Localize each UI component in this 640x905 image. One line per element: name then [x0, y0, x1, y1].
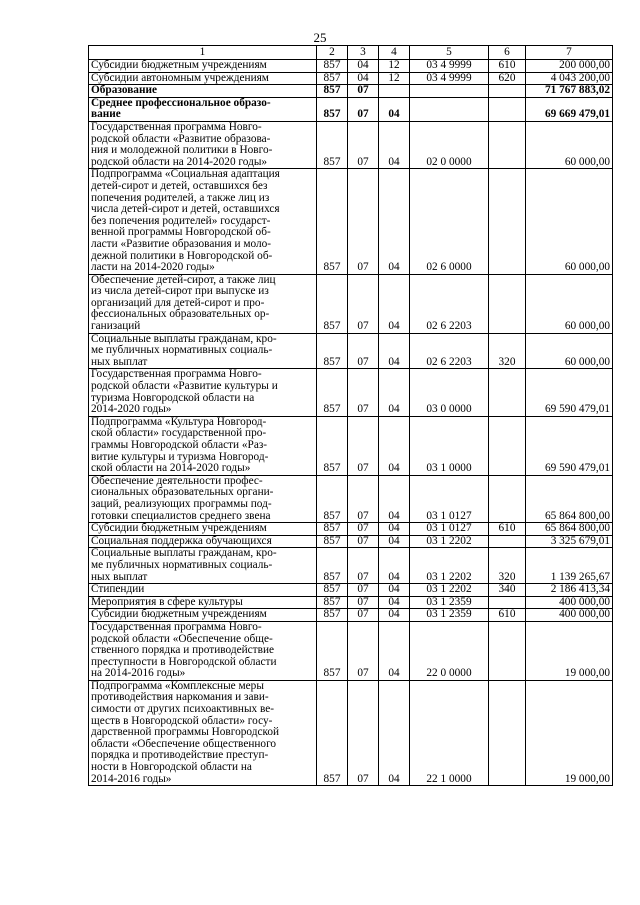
- section-cell: 07: [348, 548, 379, 584]
- expense-type-cell: [489, 121, 526, 168]
- target-article-cell: 02 6 2203: [410, 274, 489, 333]
- table-row: [89, 169, 613, 274]
- admin-code-cell: 857: [317, 548, 348, 584]
- admin-code-cell: 857: [317, 621, 348, 680]
- section-cell: 07: [348, 333, 379, 369]
- section-cell: 07: [348, 416, 379, 475]
- amount-cell: 60 000,00: [526, 169, 613, 274]
- target-article-cell: 03 1 2202: [410, 535, 489, 548]
- section-cell: 07: [348, 596, 379, 609]
- amount-cell: 400 000,00: [526, 596, 613, 609]
- expense-type-cell: [489, 97, 526, 121]
- target-article-cell: 03 4 9999: [410, 60, 489, 73]
- admin-code-cell: 857: [317, 609, 348, 622]
- expense-type-cell: 340: [489, 584, 526, 597]
- section-cell: 07: [348, 475, 379, 522]
- admin-code-cell: 857: [317, 584, 348, 597]
- target-article-cell: 02 0 0000: [410, 121, 489, 168]
- expense-type-cell: [489, 680, 526, 785]
- row-name-cell: Государственная программа Новго- родской области «Развитие образова- ния и молодежной политики в Новго- родской области на 2014-2020 годы»: [89, 121, 317, 168]
- section-cell: 07: [348, 274, 379, 333]
- subsection-cell: 12: [379, 60, 410, 73]
- row-name-cell: Обеспечение детей-сирот, а также лиц из числа детей-сирот при выпуске из организаций для детей-сирот и про- фессиональных образовательных ор- ганизаций: [89, 274, 317, 333]
- column-header-2: 2: [317, 46, 348, 60]
- subsection-cell: 12: [379, 72, 410, 85]
- target-article-cell: 03 1 2202: [410, 548, 489, 584]
- row-name-cell: Образование: [89, 85, 317, 98]
- table-row: [89, 535, 613, 548]
- amount-cell: 200 000,00: [526, 60, 613, 73]
- subsection-cell: 04: [379, 621, 410, 680]
- row-name-cell: Подпрограмма «Социальная адаптация детей-сирот и детей, оставшихся без попечения родителей, а также лиц из числа детей-сирот и детей, оставшихся без попечения родителей» государст- венной программы Новгородской об- ласти «Развитие образования и моло- дежной политики в Новгородской об- ласти на 2014-2020 годы»: [89, 169, 317, 274]
- row-name-cell: Государственная программа Новго- родской области «Обеспечение обще- ственного порядка и противодействие преступности в Новгородской области на 2014-2016 годы»: [89, 621, 317, 680]
- section-cell: 07: [348, 85, 379, 98]
- subsection-cell: 04: [379, 523, 410, 536]
- table-row: [89, 523, 613, 536]
- amount-cell: 60 000,00: [526, 121, 613, 168]
- subsection-cell: 04: [379, 535, 410, 548]
- section-cell: 07: [348, 609, 379, 622]
- subsection-cell: 04: [379, 169, 410, 274]
- table-row: [89, 369, 613, 416]
- table-row: [89, 85, 613, 98]
- subsection-cell: 04: [379, 596, 410, 609]
- admin-code-cell: 857: [317, 596, 348, 609]
- expense-type-cell: [489, 85, 526, 98]
- expense-type-cell: [489, 274, 526, 333]
- target-article-cell: 03 1 2359: [410, 609, 489, 622]
- section-cell: 07: [348, 97, 379, 121]
- subsection-cell: 04: [379, 121, 410, 168]
- section-cell: 07: [348, 523, 379, 536]
- page-number: 25: [313, 30, 327, 45]
- column-header-4: 4: [379, 46, 410, 60]
- column-header-1: 1: [89, 46, 317, 60]
- expense-type-cell: 320: [489, 548, 526, 584]
- section-cell: 07: [348, 680, 379, 785]
- subsection-cell: [379, 85, 410, 98]
- row-name-cell: Обеспечение деятельности профес- сиональных образовательных органи- заций, реализующих программы под- готовки специалистов среднего звена: [89, 475, 317, 522]
- expense-type-cell: [489, 596, 526, 609]
- table-row: [89, 680, 613, 785]
- row-name-cell: Субсидии автономным учреждениям: [89, 72, 317, 85]
- table-row: [89, 609, 613, 622]
- expense-type-cell: 610: [489, 523, 526, 536]
- subsection-cell: 04: [379, 584, 410, 597]
- table-row: [89, 121, 613, 168]
- amount-cell: 19 000,00: [526, 621, 613, 680]
- amount-cell: 69 590 479,01: [526, 416, 613, 475]
- target-article-cell: 22 1 0000: [410, 680, 489, 785]
- admin-code-cell: 857: [317, 535, 348, 548]
- expense-type-cell: 620: [489, 72, 526, 85]
- admin-code-cell: 857: [317, 333, 348, 369]
- expense-type-cell: [489, 535, 526, 548]
- table-row: [89, 60, 613, 73]
- subsection-cell: 04: [379, 475, 410, 522]
- target-article-cell: 03 1 2359: [410, 596, 489, 609]
- admin-code-cell: 857: [317, 169, 348, 274]
- row-name-cell: Государственная программа Новго- родской области «Развитие культуры и туризма Новгородской области на 2014-2020 годы»: [89, 369, 317, 416]
- target-article-cell: 03 0 0000: [410, 369, 489, 416]
- subsection-cell: 04: [379, 97, 410, 121]
- row-name-cell: Среднее профессиональное образо- вание: [89, 97, 317, 121]
- expense-type-cell: 610: [489, 60, 526, 73]
- subsection-cell: 04: [379, 274, 410, 333]
- admin-code-cell: 857: [317, 274, 348, 333]
- column-header-5: 5: [410, 46, 489, 60]
- amount-cell: 1 139 265,67: [526, 548, 613, 584]
- row-name-cell: Подпрограмма «Культура Новгород- ской области» государственной про- граммы Новгородской области «Раз- витие культуры и туризма Новгород- ской области на 2014-2020 годы»: [89, 416, 317, 475]
- column-header-3: 3: [348, 46, 379, 60]
- amount-cell: 71 767 883,02: [526, 85, 613, 98]
- table-row: [89, 97, 613, 121]
- amount-cell: 65 864 800,00: [526, 523, 613, 536]
- table-row: [89, 333, 613, 369]
- subsection-cell: 04: [379, 416, 410, 475]
- admin-code-cell: 857: [317, 85, 348, 98]
- amount-cell: 60 000,00: [526, 333, 613, 369]
- admin-code-cell: 857: [317, 72, 348, 85]
- amount-cell: 400 000,00: [526, 609, 613, 622]
- table-row: [89, 475, 613, 522]
- target-article-cell: 22 0 0000: [410, 621, 489, 680]
- admin-code-cell: 857: [317, 523, 348, 536]
- admin-code-cell: 857: [317, 680, 348, 785]
- table-row: [89, 584, 613, 597]
- amount-cell: 3 325 679,01: [526, 535, 613, 548]
- admin-code-cell: 857: [317, 369, 348, 416]
- column-header-6: 6: [489, 46, 526, 60]
- subsection-cell: 04: [379, 609, 410, 622]
- target-article-cell: 03 1 0127: [410, 475, 489, 522]
- table-row: [89, 548, 613, 584]
- row-name-cell: Субсидии бюджетным учреждениям: [89, 523, 317, 536]
- target-article-cell: 03 1 0127: [410, 523, 489, 536]
- subsection-cell: 04: [379, 369, 410, 416]
- admin-code-cell: 857: [317, 475, 348, 522]
- row-name-cell: Субсидии бюджетным учреждениям: [89, 609, 317, 622]
- expense-type-cell: [489, 169, 526, 274]
- row-name-cell: Социальные выплаты гражданам, кро- ме публичных нормативных социаль- ных выплат: [89, 548, 317, 584]
- section-cell: 07: [348, 369, 379, 416]
- admin-code-cell: 857: [317, 416, 348, 475]
- table-row: [89, 274, 613, 333]
- table-row: [89, 596, 613, 609]
- admin-code-cell: 857: [317, 60, 348, 73]
- section-cell: 07: [348, 121, 379, 168]
- section-cell: 07: [348, 169, 379, 274]
- row-name-cell: Стипендии: [89, 584, 317, 597]
- table-row: [89, 621, 613, 680]
- target-article-cell: [410, 85, 489, 98]
- target-article-cell: 03 1 0000: [410, 416, 489, 475]
- amount-cell: 2 186 413,34: [526, 584, 613, 597]
- target-article-cell: 03 4 9999: [410, 72, 489, 85]
- table-row: [89, 416, 613, 475]
- amount-cell: 69 669 479,01: [526, 97, 613, 121]
- budget-table: [88, 45, 613, 786]
- target-article-cell: [410, 97, 489, 121]
- expense-type-cell: [489, 369, 526, 416]
- target-article-cell: 02 6 0000: [410, 169, 489, 274]
- subsection-cell: 04: [379, 548, 410, 584]
- column-header-7: 7: [526, 46, 613, 60]
- expense-type-cell: [489, 475, 526, 522]
- amount-cell: 60 000,00: [526, 274, 613, 333]
- section-cell: 07: [348, 621, 379, 680]
- expense-type-cell: 320: [489, 333, 526, 369]
- amount-cell: 69 590 479,01: [526, 369, 613, 416]
- amount-cell: 4 043 200,00: [526, 72, 613, 85]
- section-cell: 07: [348, 535, 379, 548]
- section-cell: 04: [348, 60, 379, 73]
- amount-cell: 65 864 800,00: [526, 475, 613, 522]
- row-name-cell: Мероприятия в сфере культуры: [89, 596, 317, 609]
- row-name-cell: Подпрограмма «Комплексные меры противодействия наркомания и зави- симости от других психоактивных ве- ществ в Новгородской области» госу- дарственной программы Новгородской области «Обеспечение общественного порядка и противодействие преступ- ности в Новгородской области на 2014-2016 годы»: [89, 680, 317, 785]
- admin-code-cell: 857: [317, 97, 348, 121]
- table-row: [89, 72, 613, 85]
- target-article-cell: 03 1 2202: [410, 584, 489, 597]
- subsection-cell: 04: [379, 333, 410, 369]
- amount-cell: 19 000,00: [526, 680, 613, 785]
- expense-type-cell: 610: [489, 609, 526, 622]
- table-header-row: [89, 46, 613, 60]
- expense-type-cell: [489, 621, 526, 680]
- row-name-cell: Субсидии бюджетным учреждениям: [89, 60, 317, 73]
- row-name-cell: Социальные выплаты гражданам, кро- ме публичных нормативных социаль- ных выплат: [89, 333, 317, 369]
- row-name-cell: Социальная поддержка обучающихся: [89, 535, 317, 548]
- target-article-cell: 02 6 2203: [410, 333, 489, 369]
- subsection-cell: 04: [379, 680, 410, 785]
- section-cell: 07: [348, 584, 379, 597]
- admin-code-cell: 857: [317, 121, 348, 168]
- section-cell: 04: [348, 72, 379, 85]
- expense-type-cell: [489, 416, 526, 475]
